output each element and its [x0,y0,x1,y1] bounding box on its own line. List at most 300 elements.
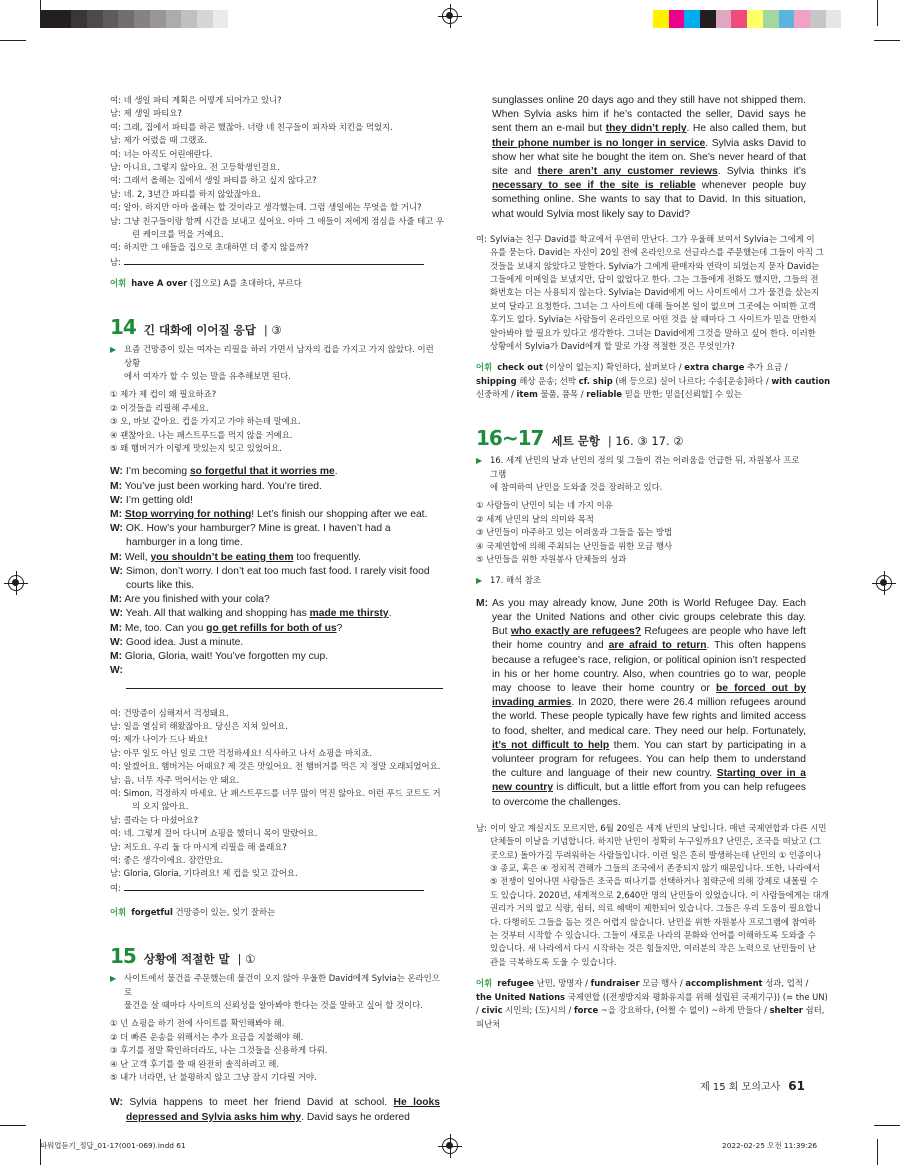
answer-option: ④ 난 고객 후기를 쓸 때 완전히 솔직하려고 해. [110,1058,280,1069]
dialog-line: 여: [110,881,440,895]
color-swatch [700,10,716,28]
q13-vocab: 어휘 have A over (집으로) A를 초대하다, 부르다 [110,278,302,289]
color-swatch [653,10,669,28]
key-phrase: who exactly are refugees? [510,626,642,638]
speaker-label: M: [110,480,123,492]
color-swatch [56,10,72,28]
triangle-bullet-icon: ▶ [110,345,117,355]
q14-script [110,465,440,694]
text-run: whenever people buy something online. She wants to say that to David. In this situation, what would Sylvia most likely say to David? [492,180,806,220]
crop-mark [0,40,26,41]
q15-vocab [476,361,831,401]
dialog-text: 일을 열심히 해왔잖아요. 당신은 지쳐 있어요. [123,721,288,731]
text-run: OK. How’s your hamburger? Mine is great. I haven’t had a hamburger in a long time. [125,523,391,549]
vocab-word: cf. ship [578,375,613,386]
q16-17-heading [476,425,806,450]
text-run: Gloria, Gloria, wait! You’ve forgotten my cup. [124,650,329,662]
translation-line: 곳으로) 돌아가길 두려워하는 사람들입니다. 이런 일은 흔히 발생하는데 난민의 ① 인종이나 [490,849,822,860]
vocab-line [476,1018,806,1031]
translation-line: 는 것부터 시작할 수 있습니다. 그들이 새로운 나라의 문화와 언어를 이해하도록 도와줄 수 [490,930,816,941]
dialog-line: 남: 네. 2, 3년간 파티를 하지 않았잖아요. [110,188,261,199]
translation-line: 관을 극복하도록 도울 수 있습니다. [490,956,617,967]
dialog-text: Gloria, Gloria, 기다려요! 제 컵을 잊고 갔어요. [123,868,298,879]
vocab-word: extra charge [684,362,745,373]
speaker-label: 여 [110,761,119,772]
dialog-text-continued: 린 케이크를 먹을 거예요. [132,229,224,240]
translation-line: 상황에서 Sylvia가 David에게 할 말로 가장 적절한 것은 무엇인가? [490,341,735,352]
page-footer [700,1078,805,1093]
dialog-text: 네. 2, 3년간 파티를 하지 않았잖아요. [123,188,261,199]
script-line [110,465,440,479]
text-run: As you may already know, June 20th is World Refugee Day. Each year the United Nations and other civic groups celebrate this day. But [492,597,806,638]
text-run: . Sylvia thinks it’s [717,166,806,178]
text-run: (이상이 없는지) 확인하다, 살펴보다 / [542,362,685,373]
answer-option: ④ 괜찮아요. 나는 패스트푸드를 먹지 않을 거예요. [110,429,293,440]
speaker-label: W: [110,565,123,577]
q16-explanation [476,454,806,494]
color-swatch [213,10,229,28]
translation-line: 다. 다행히도 그들을 돕는 것은 어렵지 않습니다. 난민을 위한 자원봉사 프로그램에 참여하 [490,916,816,927]
speaker-label: M: [110,650,123,662]
dialog-text: 제 생일 파티요? [123,108,182,119]
explanation-text: 에 참여하여 난민을 도와줄 것을 장려하고 있다. [490,481,663,492]
q16-17-translation: 남: 이미 알고 계실지도 모르지만, 6월 20일은 세계 난민의 날입니다. 매년 국제연합과 다른 시민 단체들이 이날을 기념합니다. 하지만 난민이 정확히 누구일까요? 난민은, 조국을 떠났고 (그 곳으로) 돌아가길 두려워하는 사람들입니다. 이런 일은 흔히 발생하는데 난민의 ① 인종이나 ③ 종교, 혹은 ④ 정치적 견해가 그들의 조국에서 존중되지 않기 때문입니다. 또한, 나라에서 ⑤ 전쟁이 일어나면 사람들은 조국을 떠나기를 선택하거나 침략군에 의해 강제로 내몰릴 수 도 있습니다. 2020년, 세계적으로 2,640만 명의 난민들이 있었습니다. 이 사람들에게는 대개 권리가 거의 없고 식량, 쉼터, 의료 혜택이 제한되어 있습니다. 그들은 우리 도움이 필요합니 다. 다행히도 그들을 돕는 것은 어렵지 않습니다. 난민을 위한 자원봉사 프로그램에 참여하 는 것부터 시작할 수 있습니다. 그들이 새로운 나라의 문화와 언어를 이해하도록 도와줄 수 있습니다. 새 나라에서 다시 시작하는 것은 힘들지만, 여러분의 작은 노력으로 난민들이 난 관을 극복하도록 도울 수 있습니다. [476,822,806,969]
q14-heading [110,314,440,339]
dialog-text: 너는 아직도 어린애란다. [123,148,213,159]
text-run: 피난처 [476,1018,501,1029]
dialog-text: 알아. 하지만 아마 올해는 할 것이라고 생각했는데. 그럼 생일에는 무엇을 할 거니? [123,202,422,213]
speaker-label: M: [110,508,123,520]
text-run: Sylvia happens to meet her friend David at school. [129,1097,394,1109]
vocab-word: accomplishment [685,978,763,989]
right-column [476,94,831,1031]
q15-passage-continued [476,94,806,222]
script-line [110,494,440,508]
q14-translation [110,707,440,896]
text-run: 신중하게 / [476,389,517,400]
question-number: 15 [110,943,136,968]
speaker-label: W: [110,1097,130,1109]
crop-mark [0,1125,26,1126]
color-swatch [763,10,779,28]
vocab-word: fundraiser [590,978,640,989]
text-run: I’m getting old! [125,494,193,506]
triangle-bullet-icon: ▶ [476,576,483,586]
translation-line: 것들을 보내지 않았다고 말한다. Sylvia가 그에게 판매자와 연락이 되었는지 묻자 David는 [490,260,820,271]
color-swatch [87,10,103,28]
q15-explanation [110,972,440,1012]
answer-key: | ③ [263,322,282,337]
answer-option: ① 사람들이 난민이 되는 네 가지 이유 [476,500,613,511]
key-phrase: so forgetful that it worries me [189,466,335,478]
color-swatch [197,10,213,28]
color-swatch [794,10,810,28]
answer-key: | 16. ③ 17. ② [607,433,684,448]
dialog-text: 음, 너무 자주 먹어서는 안 돼요. [123,774,240,785]
page-number: 61 [788,1079,805,1093]
text-run: . He also called them, but [686,123,806,135]
speaker-label: 남 [110,747,119,758]
q17-explanation: ▶ 17. 해석 참조 [476,574,806,587]
speaker-label: 여 [110,788,119,799]
dialog-line: 남: 아니요, 그렇지 않아요. 전 고등학생인걸요. [110,162,280,173]
key-phrase: they didn’t reply [605,123,687,135]
translation-line: 권리가 거의 없고 식량, 쉼터, 의료 혜택이 제한되어 있습니다. 그들은 우리 도움이 필요합니 [490,903,822,914]
script-line [110,636,440,650]
translation-line: ⑤ 전쟁이 일어나면 사람들은 조국을 떠나기를 선택하거나 침략군에 의해 강제로 내몰릴 수 [490,876,819,887]
answer-option: ⑤ 내가 너라면, 난 불평하지 않고 그냥 잠시 기다릴 거야. [110,1071,317,1082]
speaker-label: W: [110,608,123,620]
translation-line: 보여 달라고 요청한다. 그녀는 그 사이트에 대해 들어본 일이 없으며 그곳에는 어떠한 고객 [490,300,816,311]
dialog-text: 아니요, 그렇지 않아요. 전 고등학생인걸요. [123,162,280,173]
vocab-word: with caution [771,375,831,386]
speaker-label: W: [110,636,123,648]
speaker-label: 여 [110,148,119,159]
dialog-line: 남: Gloria, Gloria, 기다려요! 제 컵을 잊고 갔어요. [110,868,298,879]
speaker-label: W: [110,494,123,506]
vocab-word: the United Nations [476,991,566,1002]
answer-option: ④ 국제연합에 의해 주최되는 난민들을 위한 모금 행사 [476,540,673,551]
dialog-text: 제가 어렸을 때 그랬죠. [123,135,208,146]
key-phrase: necessary to see if the site is reliable [492,180,696,192]
text-run: them. You can start by participating in a volunteer program for refugees. You can help them to understand the culture and language of their new country. [492,739,806,780]
text-run: 모금 행사 / [639,978,686,989]
print-color-bar-right [653,10,841,28]
translation-line: 있습니다. 새 나라에서 다시 시작하는 것은 힘들지만, 여러분의 작은 노력으로 난민들이 난 [490,943,816,954]
text-run: 난민, 망명자 / [533,978,591,989]
key-phrase: Stop worrying for nothing [124,508,252,520]
crop-mark [40,0,41,26]
dialog-text: 그래서 올해는 집에서 생일 파티를 하고 싶지 않다고? [123,175,317,186]
file-slug: 파워업듣기_정답_01-17(001-069).indd 61 [40,1141,186,1150]
speaker-label: 여 [110,121,119,132]
explanation-text: 사이트에서 물건을 주문했는데 물건이 오지 않아 우울한 David에게 Sylvia는 온라인으로 [124,973,440,997]
text-run: is difficult, but a little effort from you can help refugees to overcome the challenges. [492,782,806,808]
dialog-text: 건망증이 심해져서 걱정돼요. [123,707,229,718]
key-phrase: their phone number is no longer in service [492,137,706,149]
answer-option: ① 제가 제 컵이 왜 필요하죠? [110,389,217,400]
triangle-bullet-icon: ▶ [110,974,117,984]
dialog-line: 여: 네 생일 파티 계획은 어떻게 되어가고 있니? [110,95,282,105]
dialog-line: 남: 일을 열심히 해왔잖아요. 당신은 지쳐 있어요. [110,721,288,731]
dialog-text: 그래, 집에서 파티를 하곤 했잖아. 너랑 네 친구들이 피자와 치킨을 먹었지. [123,121,393,132]
speaker-label: 남 [110,841,119,852]
translation-line: 알아봐야 할 필요가 있다고 생각한다. 그녀는 David에게 그것을 말하고 싶어 한다. 이러한 [490,327,816,338]
print-color-bar-left [40,10,244,28]
q15-options [110,1017,440,1084]
color-swatch [810,10,826,28]
question-number: 16~17 [476,425,544,450]
script-line [110,607,440,621]
text-run: You’ve just been working hard. You’re tired. [124,480,322,492]
q15-passage-start [110,1096,440,1124]
question-type: 세트 문항 [551,433,600,448]
text-run: 믿을 만한; 믿을[신뢰할] 수 있는 [622,389,742,400]
text-run: ? [336,622,343,634]
dialog-line: 여: 건망증이 심해져서 걱정돼요. [110,707,229,718]
q15-translation: 여: Sylvia는 친구 David를 학교에서 우연히 만난다. 그가 우울해 보여서 Sylvia는 그에게 이 유를 묻는다. David는 자신이 20일 전에 온라인으로 선글라스를 주문했는데 그들이 아직 그 것들을 보내지 않았다고 말한다. Sylvia가 그에게 판매자와 연락이 되었는지 묻자 David는 그들에게 이메일을 보냈지만, 답이 없었다고 한다. 그는 그들에게 전화도 했지만, 그들의 전 화번호는 더는 사용되지 않는다. Sylvia는 David에게 어느 사이트에서 그가 물건을 샀는지 보여 달라고 요청한다. 그녀는 그 사이트에 대해 들어본 일이 없으며 그곳에는 어떠한 고객 후기도 없다. Sylvia는 사람들이 온라인으로 어떤 것을 살 때마다 그 사이트가 믿을 만한지 알아봐야 할 필요가 있다고 생각한다. 그녀는 David에게 그것을 말하고 싶어 한다. 이러한 상황에서 Sylvia가 David에게 할 말로 가장 적절한 것은 무엇인가? [476,233,806,354]
script-line [110,508,440,522]
color-swatch [684,10,700,28]
vocab-line [476,977,809,990]
key-phrase: go get refills for both of us [206,622,337,634]
question-type: 상황에 적절한 말 [143,951,230,966]
dialog-line: 여: 알아. 하지만 아마 올해는 할 것이라고 생각했는데. 그럼 생일에는 무엇을 할 거니? [110,202,422,213]
dialog-line: 남: 제 생일 파티요? [110,108,182,119]
script-line [110,622,440,636]
q14-vocab: 어휘 forgetful 건망증이 있는, 잊기 잘하는 [110,907,276,918]
text-run: Simon, don’t worry. I don’t eat too much fast food. I rarely visit food courts like this. [125,565,430,591]
vocab-line [476,375,831,388]
answer-option: ② 더 빠른 운송을 위해서는 추가 요금을 지불해야 해. [110,1031,304,1042]
crop-mark [877,0,878,26]
key-phrase: He looks depressed and Sylvia asks him why [126,1097,440,1123]
speaker-label: 남 [110,256,119,267]
speaker-label: W: [110,466,123,478]
color-swatch [118,10,134,28]
text-run: Refugees are people who have left their home country and [492,626,806,652]
key-phrase: you shouldn’t be eating them [150,551,294,563]
color-swatch [747,10,763,28]
translation-line: 화번호는 더는 사용되지 않는다. Sylvia는 David에게 어느 사이트에서 그가 물건을 샀는지 [490,287,820,298]
crop-mark [874,40,900,41]
timestamp-slug: 2022-02-25 오전 11:39:26 [722,1141,818,1150]
script-line [110,650,440,664]
vocab-tag: 어휘 [476,978,493,989]
script-line [110,480,440,494]
speaker-label: W: [110,665,123,677]
dialog-line: 남: 저도요. 우리 둘 다 마시게 리필을 해 올래요? [110,841,287,852]
dialog-line: 여: 알겠어요. 햄버거는 어때요? 제 것은 맛있어요. 전 햄버거를 먹은 지 정말 오래되었어요. [110,761,441,772]
vocab-word: civic [481,1005,503,1016]
key-phrase: there aren’t any customer reviews [537,166,718,178]
registration-mark-icon [442,8,458,24]
q13-translation [110,94,445,269]
speaker-label: 여 [110,855,119,866]
dialog-text: 제가 나이가 드나 봐요! [123,734,208,745]
translation-line: 이미 알고 계실지도 모르지만, 6월 20일은 세계 난민의 날입니다. 매년 국제연합과 다른 시민 [490,822,827,833]
q14-explanation [110,343,440,383]
color-swatch [166,10,182,28]
explanation-text: 16. 세계 난민의 날과 난민의 정의 및 그들이 겪는 어려움을 언급한 뒤, 자원봉사 프로그램 [490,455,800,479]
vocab-word: refugee [497,978,534,989]
dialog-text: 좋은 생각이에요. 잠깐만요. [123,855,224,866]
key-phrase: Starting over in a new country [492,768,806,794]
explanation-text: 에서 여자가 할 수 있는 말을 유추해보면 된다. [124,370,291,381]
vocab-line [476,1004,825,1017]
speaker-label: 남 [110,188,119,199]
translation-line: 유를 묻는다. David는 자신이 20일 전에 온라인으로 선글라스를 주문했는데 그들이 아직 그 [490,247,824,258]
text-run: . [334,466,338,478]
explanation-text: 요즘 건망증이 있는 여자는 리필을 하러 가면서 남자의 컵을 가지고 가지 않았다. 이런 상황 [124,344,434,368]
question-type: 긴 대화에 이어질 응답 [143,322,256,337]
speaker-label: 남 [110,774,119,785]
speaker-label: 여 [110,175,119,186]
color-swatch [71,10,87,28]
dialog-line: 남: 아무 일도 아닌 일로 그만 걱정하세요! 식사하고 나서 쇼핑을 마치죠. [110,747,372,758]
dialog-line: 남: 음, 너무 자주 먹어서는 안 돼요. [110,774,240,785]
q16-17-passage: M: As you may already know, June 20th is World Refugee Day. Each year the United Nations and other civic groups celebrate this day. But who exactly are refugees? Refugees are people who have left their home country and are afraid to return. This often happens because a refugee’s race, religion, or political opinion isn’t respected in his or her home country. Also, when countries go to war, people may choose to leave their home country or be forced out by invading armies. In 2020, there were 26.4 million refugees around the world. These people typically have few rights and limited access to food, shelter, and medical care. They need our help. Fortunately, it’s not difficult to help them. You can start by participating in a volunteer program for refugees. You can help them to understand the culture and language of their new country. Starting over in a new country is difficult, but a little effort from you can help refugees to overcome the challenges. [476,597,806,808]
answer-option: ⑤ 난민들을 위한 자원봉사 단체들의 성과 [476,553,627,564]
translation-line: ③ 종교, 혹은 ④ 정치적 견해가 그들의 조국에서 존중되지 않기 때문입니다. 또한, 나라에서 [490,863,821,874]
script-line [110,522,440,550]
vocab-line [476,388,806,401]
vocab-line [476,361,806,374]
dialog-text: 알겠어요. 햄버거는 어때요? 제 것은 맛있어요. 전 햄버거를 먹은 지 정말 오래되었어요. [123,761,441,772]
q15-heading [110,943,440,968]
translation-line: 도 있습니다. 2020년, 세계적으로 2,640만 명의 난민들이 있었습니다. 이 사람들에게는 대개 [490,889,829,900]
color-swatch [779,10,795,28]
speaker-label: 여 [110,882,119,893]
speaker-label: 여 [110,828,119,839]
text-run: . In 2020, there were 26.4 million refugees around the world. These people typically have few rights and limited access to food, shelter, and medical care. They need our help. Fortunately, [492,697,806,737]
dialog-text: 하지만 그 애들을 집으로 초대하면 더 좋지 않을까? [123,242,309,253]
speaker-label: W: [110,523,123,535]
answer-option: ③ 오, 바보 같아요. 컵을 가지고 가야 하는데 말예요. [110,416,301,427]
text-run: 쉼터, [802,1005,825,1016]
q14-options [110,388,440,455]
script-line [110,551,440,565]
speaker-label: 여 [110,734,119,745]
color-swatch [134,10,150,28]
key-phrase: made me thirsty [309,608,389,620]
color-swatch [716,10,732,28]
color-swatch [181,10,197,28]
registration-mark-icon [442,1138,458,1154]
key-phrase: it’s not difficult to help [492,739,610,751]
speaker-label: 여 [110,95,119,105]
dialog-line: 여: 너는 아직도 어린애란다. [110,148,213,159]
color-swatch [40,10,56,28]
speaker-label: 여 [110,707,119,718]
answer-option: ② 이것들을 리필해 주세요. [110,402,210,413]
text-run: I’m becoming [125,466,190,478]
answer-option: ③ 후기를 정말 확인하더라도, 나는 그것들을 신용하게 다뤄. [110,1045,328,1056]
dialog-text: 저도요. 우리 둘 다 마시게 리필을 해 올래요? [123,841,287,852]
answer-blank [124,881,424,891]
speaker-label: 남 [110,135,119,146]
speaker-label: 남 [110,215,119,226]
speaker-label: M: [110,594,123,606]
dialog-text: 네. 그렇게 걸어 다니며 쇼핑을 했더니 목이 말랐어요. [123,828,318,839]
vocab-word: item [516,389,538,400]
answer-blank [126,678,443,689]
vocab-word: force [574,1005,599,1016]
text-run: Yeah. All that walking and shopping has [125,608,310,620]
speaker-label: 남 [110,162,119,173]
text-run: 추가 요금 / [744,362,788,373]
text-run: 성과, 업적 / [762,978,809,989]
text-run: . Sylvia asks David to show her what site he bought the item on. She’s never heard of that site and [492,137,806,178]
key-phrase: be forced out by invading armies [492,682,806,709]
question-number: 14 [110,314,136,339]
crop-mark [874,1125,900,1126]
triangle-bullet-icon: ▶ [476,456,483,466]
explanation-text: 물건을 살 때마다 사이트의 신뢰성을 알아봐야 한다는 것을 말하고 싶어 할 것이다. [124,999,423,1010]
text-run: . [388,608,392,620]
translation-line: Sylvia는 친구 David를 학교에서 우연히 만난다. 그가 우울해 보여서 Sylvia는 그에게 이 [490,233,815,244]
answer-option: ⑤ 왜 햄버거가 이렇게 맛있는지 잊고 있었어요. [110,442,282,453]
script-line [110,565,440,593]
dialog-line: 여: 그래, 집에서 파티를 하곤 했잖아. 너랑 네 친구들이 피자와 치킨을 먹었지. [110,121,393,132]
text-run: . This often happens because a refugee’s race, religion, or political opinion isn’t respected in his or her home country. Also, when countries go to war, people may choose to leave their home country or [492,640,806,694]
dialog-line: 남: 콜라는 다 마셨어요? [110,814,199,825]
speaker-label: 여 [110,202,119,213]
text-run: 물품, 품목 / [537,389,587,400]
dialog-line: 여: 좋은 생각이에요. 잠깐만요. [110,855,224,866]
text-run: Well, [124,551,151,563]
speaker-label: 남 [110,721,119,731]
registration-mark-icon [8,575,24,591]
text-run: ! Let’s finish our shopping after we eat. [251,508,428,520]
text-run: / [476,1005,482,1016]
color-swatch [826,10,842,28]
answer-key: | ① [237,951,256,966]
registration-mark-icon [876,575,892,591]
translation-line: 그들에게 이메일을 보냈지만, 답이 없었다고 한다. 그는 그들에게 전화도 했지만, 그들의 전 [490,274,819,285]
dialog-line: 남: 그냥 친구들이랑 함께 시간을 보내고 싶어요. 아마 그 애들이 저에게 점심을 사줄 테고 우 린 케이크를 먹을 거예요. [110,215,440,242]
dialog-text-continued: 의 오지 않아요. [132,801,189,812]
vocab-line [476,991,828,1004]
vocab-tag: 어휘 [476,362,493,373]
text-run: 해상 운송; 선박 [516,375,579,386]
color-swatch [731,10,747,28]
text-run: Are you finished with your cola? [124,594,270,606]
color-swatch [103,10,119,28]
text-run: sunglasses online 20 days ago and they still have not shipped them. When Sylvia asks him if he’s contacted the seller, David says he sent them an e-mail but [492,95,806,135]
dialog-text: 그냥 친구들이랑 함께 시간을 보내고 싶어요. 아마 그 애들이 저에게 점심을 사줄 테고 우 [123,215,445,226]
speaker-label: 여 [110,242,119,253]
dialog-text: 콜라는 다 마셨어요? [123,814,199,825]
key-phrase: are afraid to return [608,640,707,652]
text-run: Me, too. Can you [124,622,207,634]
dialog-line: 여: Simon, 걱정하지 마세요. 난 패스트푸드를 너무 많이 먹진 않아요. 이런 푸드 코트도 거 의 오지 않아요. [110,787,440,814]
dialog-line: 여: 하지만 그 애들을 집으로 초대하면 더 좋지 않을까? [110,242,309,253]
text-run: too frequently. [293,551,361,563]
left-column [110,94,445,1125]
dialog-line: 여: 제가 나이가 드나 봐요! [110,734,208,745]
speaker-label: M: [110,622,123,634]
dialog-text: Simon, 걱정하지 마세요. 난 패스트푸드를 너무 많이 먹진 않아요. 이런 푸드 코트도 거 [123,788,441,799]
color-swatch [669,10,685,28]
translation-line: 단체들이 이날을 기념합니다. 하지만 난민이 정확히 누구일까요? 난민은, 조국을 떠났고 (그 [490,836,821,847]
answer-blank [124,255,424,265]
text-run: 시민의; (도)시의 / [502,1005,574,1016]
dialog-line: 여: 그래서 올해는 집에서 생일 파티를 하고 싶지 않다고? [110,175,317,186]
speaker-label: 남 [110,814,119,825]
answer-option: ③ 난민들이 마주하고 있는 어려움과 그들을 돕는 방법 [476,527,673,538]
text-run: (배 등으로) 실어 나르다; 수송[운송]하다 / [612,375,772,386]
text-run: Good idea. Just a minute. [125,636,244,648]
round-label: 제 15 회 모의고사 [700,1082,781,1093]
text-run: ~을 강요하다, (어쩔 수 없이) ~하게 만들다 / [598,1005,770,1016]
answer-option: ② 세계 난민의 날의 의미와 목적 [476,513,594,524]
q16-17-vocab [476,977,828,1031]
dialog-line: 남: 제가 어렸을 때 그랬죠. [110,135,208,146]
script-line [110,593,440,607]
speaker-label: M: [110,551,123,563]
translation-line: 후기도 없다. Sylvia는 사람들이 온라인으로 어떤 것을 살 때마다 그 사이트가 믿을 만한지 [490,314,817,325]
answer-option: ① 넌 쇼핑을 하기 전에 사이트를 확인해봐야 해. [110,1018,285,1029]
dialog-line: 남: [110,255,440,269]
speaker-label: 남 [110,108,119,119]
color-swatch [228,10,244,28]
vocab-word: reliable [586,389,623,400]
dialog-line: 여: 네. 그렇게 걸어 다니며 쇼핑을 했더니 목이 말랐어요. [110,828,318,839]
vocab-word: check out [497,362,543,373]
text-run: . David says he ordered [301,1111,410,1123]
crop-mark [877,1139,878,1165]
